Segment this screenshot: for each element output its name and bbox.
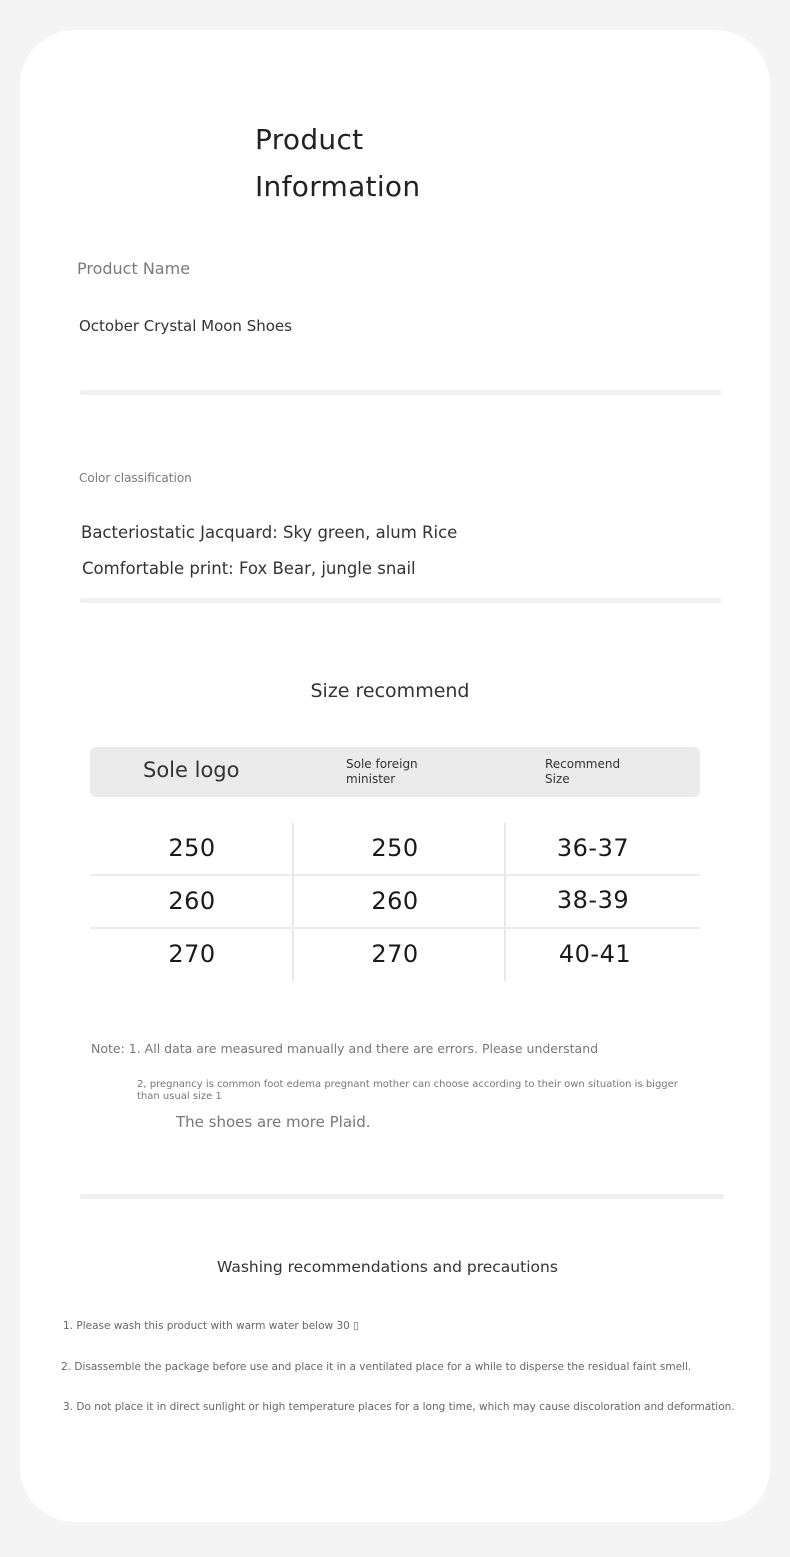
table-cell: 250 [371, 834, 419, 862]
info-card [20, 30, 770, 1522]
table-cell: 40-41 [558, 940, 632, 968]
table-cell: 270 [168, 940, 216, 968]
table-row-divider [90, 927, 700, 929]
color-line-2: Comfortable print: Fox Bear, jungle snail [82, 559, 416, 578]
table-column-divider [292, 823, 294, 981]
table-cell: 38-39 [556, 886, 630, 914]
header-sole-foreign-minister: Sole foreign minister [346, 757, 418, 786]
table-row-divider [90, 874, 700, 876]
table-cell: 260 [168, 887, 216, 915]
divider [80, 598, 721, 603]
washing-title: Washing recommendations and precautions [217, 1258, 558, 1276]
color-line-1: Bacteriostatic Jacquard: Sky green, alum Rice [81, 523, 458, 542]
header-sole-logo: Sole logo [143, 758, 240, 782]
product-name-value: October Crystal Moon Shoes [79, 317, 292, 335]
note-line-3: The shoes are more Plaid. [176, 1113, 371, 1131]
page-title-line2: Information [255, 170, 421, 203]
page-title-line1: Product [255, 123, 364, 156]
divider [80, 1194, 724, 1199]
note-line-1: Note: 1. All data are measured manually and there are errors. Please understand [91, 1041, 599, 1056]
note-line-2: 2, pregnancy is common foot edema pregnant mother can choose according to their own situation is bigger than usual size 1 [137, 1079, 678, 1102]
washing-item-2: 2. Disassemble the package before use and place it in a ventilated place for a while to disperse the residual faint smell. [61, 1361, 692, 1373]
washing-item-1: 1. Please wash this product with warm water below 30 ▯ [63, 1320, 359, 1332]
size-table-header [90, 747, 700, 797]
table-cell: 250 [168, 834, 216, 862]
divider [80, 390, 721, 395]
color-label: Color classification [79, 471, 192, 485]
table-cell: 36-37 [556, 834, 630, 862]
table-column-divider [504, 823, 506, 981]
table-cell: 260 [371, 887, 419, 915]
product-name-label: Product Name [77, 259, 191, 278]
washing-item-3: 3. Do not place it in direct sunlight or high temperature places for a long time, which may cause discoloration and deformation. [63, 1401, 735, 1413]
page-title [255, 116, 420, 210]
header-recommend-size: Recommend Size [545, 757, 621, 786]
table-cell: 270 [371, 940, 419, 968]
size-title: Size recommend [310, 680, 470, 702]
